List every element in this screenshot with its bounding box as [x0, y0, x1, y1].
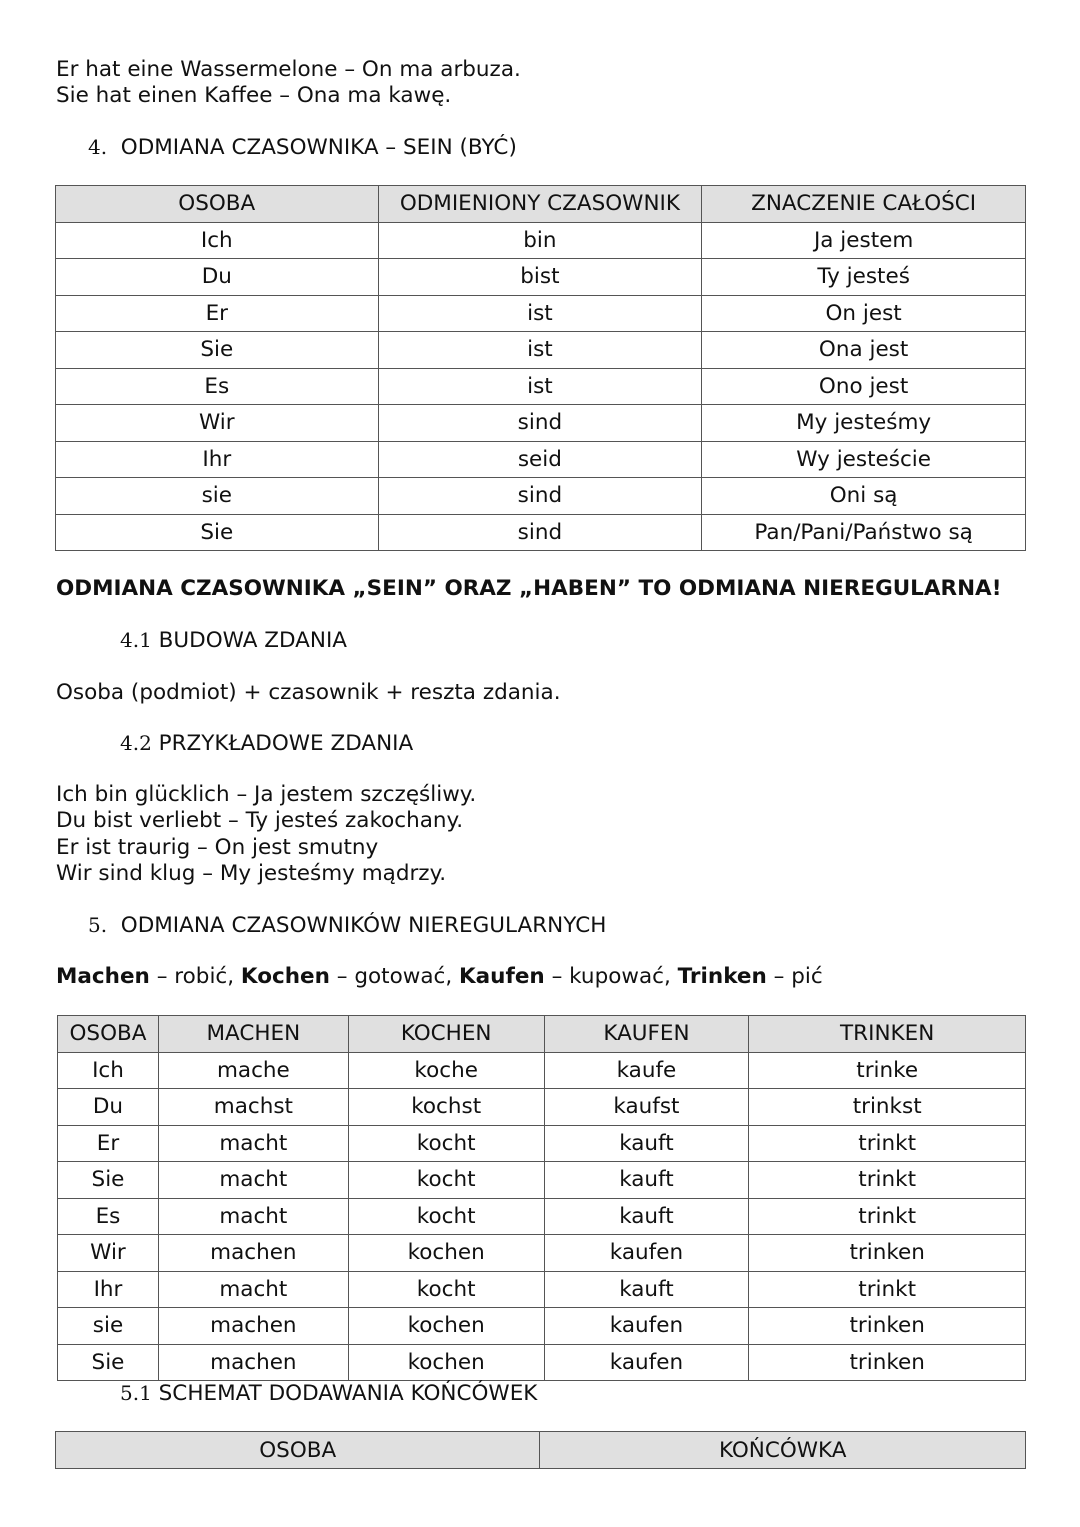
- header-cell: TRINKEN: [749, 1016, 1026, 1053]
- verb-meaning: – pić: [773, 964, 823, 989]
- table-row: [56, 368, 1026, 405]
- table-row: [58, 1052, 1026, 1089]
- table-row: [56, 222, 1026, 259]
- table-header-row: [56, 1432, 1026, 1469]
- table-cell: machen: [158, 1235, 348, 1272]
- example-sentence: Du bist verliebt – Ty jesteś zakochany.: [56, 808, 464, 833]
- table-cell: Ich: [56, 222, 379, 259]
- table-cell: trinken: [749, 1235, 1026, 1272]
- table-cell: macht: [158, 1198, 348, 1235]
- table-cell: Sie: [56, 514, 379, 551]
- verb-word: Kaufen: [459, 964, 545, 989]
- table-cell: kaufe: [544, 1052, 749, 1089]
- table-cell: kaufst: [544, 1089, 749, 1126]
- table-cell: kocht: [348, 1125, 544, 1162]
- table-cell: kaufen: [544, 1344, 749, 1381]
- sein-conjugation-table: [55, 185, 1026, 551]
- table-row: [56, 295, 1026, 332]
- table-cell: kocht: [348, 1162, 544, 1199]
- table-cell: Wy jesteście: [702, 441, 1026, 478]
- table-cell: Ono jest: [702, 368, 1026, 405]
- header-cell: KOCHEN: [348, 1016, 544, 1053]
- table-row: [58, 1308, 1026, 1345]
- table-cell: mache: [158, 1052, 348, 1089]
- section-4-heading: [88, 135, 517, 160]
- table-row: [58, 1344, 1026, 1381]
- example-sentence: Er ist traurig – On jest smutny: [56, 835, 379, 860]
- section-number: 5.1: [120, 1381, 152, 1405]
- table-cell: sind: [378, 478, 702, 515]
- table-cell: macht: [158, 1271, 348, 1308]
- intro-line: Er hat eine Wassermelone – On ma arbuza.: [56, 57, 521, 82]
- table-cell: Sie: [58, 1162, 159, 1199]
- table-cell: sie: [56, 478, 379, 515]
- table-cell: Du: [58, 1089, 159, 1126]
- table-cell: trinkt: [749, 1125, 1026, 1162]
- table-cell: Wir: [56, 405, 379, 442]
- verb-word: Trinken: [677, 964, 767, 989]
- table-cell: sind: [378, 405, 702, 442]
- table-cell: Er: [56, 295, 379, 332]
- section-5-heading: [88, 913, 606, 938]
- section-title: BUDOWA ZDANIA: [158, 628, 347, 653]
- table-cell: Ihr: [58, 1271, 159, 1308]
- example-sentence: Wir sind klug – My jesteśmy mądrzy.: [56, 861, 447, 886]
- verb-meaning: – kupować,: [551, 964, 671, 989]
- table-cell: ist: [378, 295, 702, 332]
- table-cell: kaufen: [544, 1235, 749, 1272]
- header-cell: OSOBA: [56, 186, 379, 223]
- section-title: ODMIANA CZASOWNIKA – SEIN (BYĆ): [120, 135, 517, 160]
- endings-table: [55, 1431, 1026, 1469]
- table-cell: trinken: [749, 1308, 1026, 1345]
- header-cell: ZNACZENIE CAŁOŚCI: [702, 186, 1026, 223]
- section-number: 4.2: [120, 731, 152, 755]
- section-title: ODMIANA CZASOWNIKÓW NIEREGULARNYCH: [120, 913, 607, 938]
- header-cell: OSOBA: [58, 1016, 159, 1053]
- verb-word: Kochen: [240, 964, 330, 989]
- table-cell: Pan/Pani/Państwo są: [702, 514, 1026, 551]
- table-cell: sie: [58, 1308, 159, 1345]
- table-row: [56, 514, 1026, 551]
- header-cell: KAUFEN: [544, 1016, 749, 1053]
- section-number: 4.1: [120, 628, 152, 652]
- table-row: [58, 1235, 1026, 1272]
- table-cell: trinkt: [749, 1198, 1026, 1235]
- section-number: 4.: [88, 135, 108, 159]
- table-cell: seid: [378, 441, 702, 478]
- table-cell: sind: [378, 514, 702, 551]
- table-cell: Es: [56, 368, 379, 405]
- table-cell: Ja jestem: [702, 222, 1026, 259]
- verb-meaning: – gotować,: [336, 964, 453, 989]
- table-cell: trinken: [749, 1344, 1026, 1381]
- table-cell: Ich: [58, 1052, 159, 1089]
- table-cell: kochen: [348, 1344, 544, 1381]
- table-cell: trinke: [749, 1052, 1026, 1089]
- table-cell: machst: [158, 1089, 348, 1126]
- table-cell: On jest: [702, 295, 1026, 332]
- verb-meaning: – robić,: [156, 964, 235, 989]
- section-title: SCHEMAT DODAWANIA KOŃCÓWEK: [158, 1381, 538, 1406]
- table-row: [56, 441, 1026, 478]
- section-title: PRZYKŁADOWE ZDANIA: [158, 731, 414, 756]
- table-cell: trinkt: [749, 1162, 1026, 1199]
- table-cell: macht: [158, 1162, 348, 1199]
- table-row: [58, 1162, 1026, 1199]
- table-cell: My jesteśmy: [702, 405, 1026, 442]
- table-cell: Ihr: [56, 441, 379, 478]
- table-cell: kauft: [544, 1125, 749, 1162]
- table-cell: Sie: [58, 1344, 159, 1381]
- table-cell: kochen: [348, 1235, 544, 1272]
- table-header-row: [56, 186, 1026, 223]
- table-row: [58, 1089, 1026, 1126]
- section-4-2-heading: [120, 731, 413, 756]
- verb-word: Machen: [56, 964, 150, 989]
- header-cell: MACHEN: [158, 1016, 348, 1053]
- table-cell: Du: [56, 259, 379, 296]
- example-sentence: Ich bin glücklich – Ja jestem szczęśliwy.: [56, 782, 477, 807]
- table-row: [56, 478, 1026, 515]
- section-4-1-heading: [120, 628, 347, 653]
- table-cell: trinkt: [749, 1271, 1026, 1308]
- table-cell: Es: [58, 1198, 159, 1235]
- table-cell: Oni są: [702, 478, 1026, 515]
- sentence-structure: Osoba (podmiot) + czasownik + reszta zdania.: [56, 680, 561, 705]
- table-cell: machen: [158, 1344, 348, 1381]
- section-number: 5.: [88, 913, 108, 937]
- header-cell: KOŃCÓWKA: [540, 1432, 1026, 1469]
- table-cell: koche: [348, 1052, 544, 1089]
- table-cell: Er: [58, 1125, 159, 1162]
- table-row: [56, 405, 1026, 442]
- table-cell: kochen: [348, 1308, 544, 1345]
- table-cell: bist: [378, 259, 702, 296]
- table-cell: macht: [158, 1125, 348, 1162]
- table-cell: ist: [378, 332, 702, 369]
- table-row: [58, 1198, 1026, 1235]
- table-cell: kochst: [348, 1089, 544, 1126]
- table-row: [58, 1125, 1026, 1162]
- irregular-note: ODMIANA CZASOWNIKA „SEIN” ORAZ „HABEN” TO ODMIANA NIEREGULARNA!: [56, 576, 1002, 601]
- table-cell: kauft: [544, 1198, 749, 1235]
- table-cell: kocht: [348, 1198, 544, 1235]
- header-cell: OSOBA: [56, 1432, 540, 1469]
- table-cell: bin: [378, 222, 702, 259]
- table-cell: machen: [158, 1308, 348, 1345]
- table-row: [56, 259, 1026, 296]
- table-header-row: [58, 1016, 1026, 1053]
- irregular-verbs-table: [57, 1015, 1026, 1381]
- table-cell: Ona jest: [702, 332, 1026, 369]
- table-cell: kaufen: [544, 1308, 749, 1345]
- table-cell: kocht: [348, 1271, 544, 1308]
- header-cell: ODMIENIONY CZASOWNIK: [378, 186, 702, 223]
- table-cell: ist: [378, 368, 702, 405]
- section-5-1-heading: [120, 1381, 537, 1406]
- table-cell: trinkst: [749, 1089, 1026, 1126]
- table-cell: kauft: [544, 1271, 749, 1308]
- table-cell: Wir: [58, 1235, 159, 1272]
- table-cell: kauft: [544, 1162, 749, 1199]
- table-cell: Sie: [56, 332, 379, 369]
- table-row: [56, 332, 1026, 369]
- intro-line: Sie hat einen Kaffee – Ona ma kawę.: [56, 83, 452, 108]
- verb-list: [56, 964, 823, 990]
- table-row: [58, 1271, 1026, 1308]
- table-cell: Ty jesteś: [702, 259, 1026, 296]
